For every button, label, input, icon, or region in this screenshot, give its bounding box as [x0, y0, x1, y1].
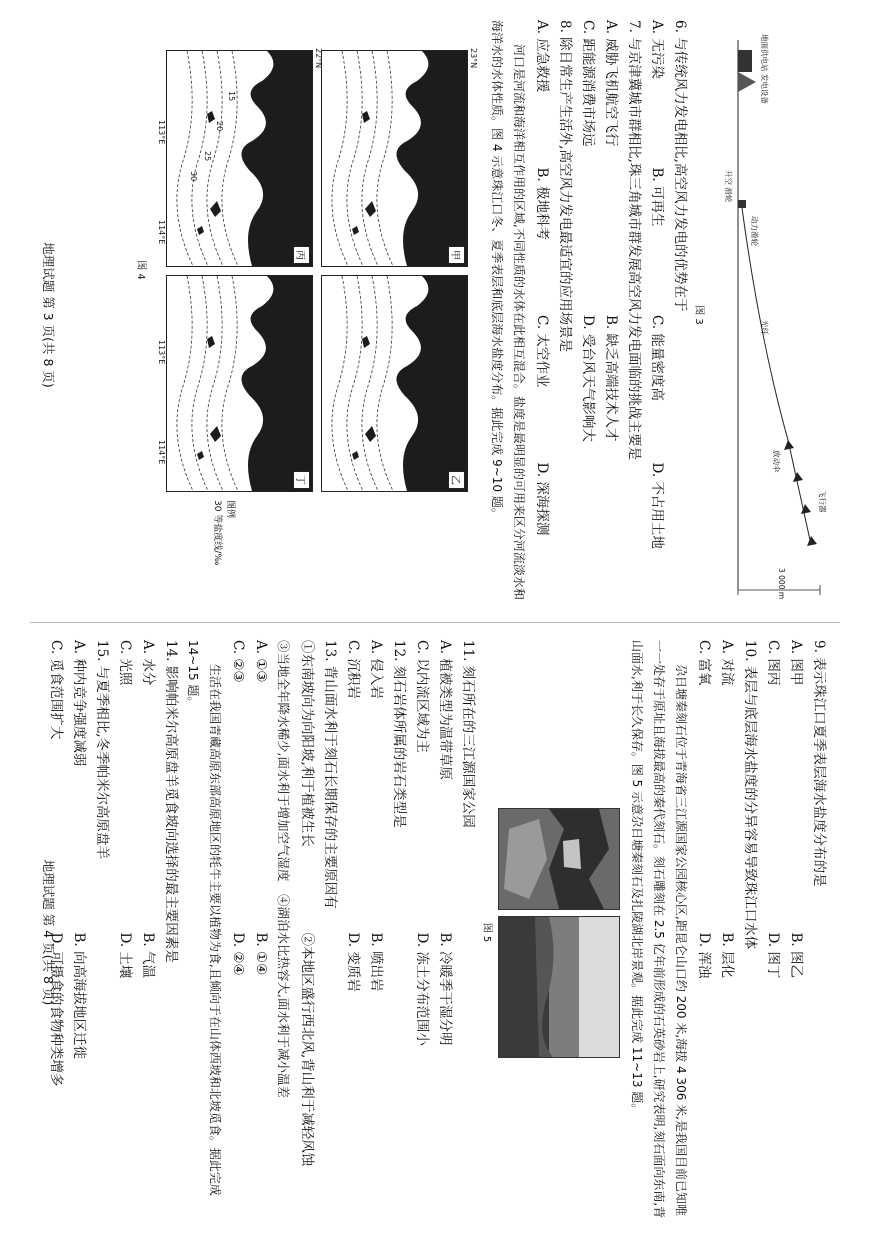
fig3-altitude: 3 000 m [777, 568, 786, 600]
q15-option-a[interactable]: A. 种内竞争强度减弱 [71, 640, 87, 767]
pulley-shape [738, 200, 746, 208]
q15-option-b[interactable]: B. 向高海拔地区迁徙 [71, 932, 87, 1060]
high-altitude-wind-diagram [720, 20, 830, 610]
q11-options [433, 640, 456, 1225]
figure-4 [135, 20, 478, 610]
q12-option-a[interactable]: A. 侵入岩 [368, 640, 384, 699]
panel-label: 乙 [448, 471, 465, 489]
legend-item: 30 等盐度线/‰ [212, 500, 222, 566]
q7-option-c[interactable]: C. 距能源消费市场远 [580, 20, 596, 147]
figure-4-legend [212, 500, 238, 565]
q6-option-c[interactable]: C. 能量密度高 [649, 315, 665, 401]
q15-option-d[interactable]: D. 可摄食的食物种类增多 [48, 932, 64, 1087]
q9-stem: 9. 表示珠江口夏季表层海水盐度分布的是 [811, 640, 827, 887]
q6-option-b[interactable]: B. 可再生 [649, 167, 665, 227]
isohaline-line [222, 51, 238, 266]
questions-11-15 [44, 640, 479, 1225]
q8-option-c[interactable]: C. 太空作业 [534, 315, 550, 388]
q7-options [576, 20, 599, 610]
q13-option-d[interactable]: D. ②④ [230, 932, 246, 976]
q14-option-b[interactable]: B. 气温 [140, 932, 156, 979]
q9-option-a[interactable]: A. 图甲 [788, 640, 804, 686]
q12-option-d[interactable]: D. 变质岩 [345, 932, 361, 992]
land-area [241, 51, 312, 266]
q7-option-a[interactable]: A. 威胁飞机航空飞行 [603, 20, 619, 147]
land-area [396, 51, 467, 266]
q9-options [784, 640, 807, 1225]
islands [352, 111, 376, 235]
passage-11-13: 尕日塘秦刻石位于青海省三江源国家公园核心区,距昆仑山口约 200 米,海拔 4 306 米,是我国目前已知唯一一处存于原址且海拔最高的秦代刻石。刻石雕刻在 2.5 亿年前形成的石英砂岩上,研究表明,刻石面向东南,背山面水,利于长久保存。图 5 示意尕日塘秦刻石及扎陵湖北岸景观。据此完成 11~13 题。 [630, 640, 688, 1219]
q13-options [249, 640, 272, 1225]
isohaline-line [222, 276, 238, 491]
q8-option-a[interactable]: A. 应急救援 [534, 20, 550, 93]
q11-stem: 11. 刻石所在的三江源国家公园 [460, 640, 476, 828]
q7-options [599, 20, 622, 610]
panel-label: 丁 [293, 471, 310, 489]
fig3-label: 升空 滑轮 [724, 170, 733, 203]
coastline-map [322, 276, 467, 491]
questions-9-10 [626, 640, 830, 1225]
questions-6-8 [486, 20, 691, 610]
q6-options [645, 20, 668, 610]
isoline-label: 20 [215, 121, 224, 132]
stone-carving-photo [498, 808, 620, 910]
figure-4-caption: 图 4 [135, 260, 146, 280]
page-4 [40, 640, 830, 1225]
lon-tick: 113°E [157, 120, 166, 145]
legend-title: 图例 [225, 500, 235, 519]
q10-option-a[interactable]: A. 对流 [719, 640, 735, 686]
isoline-label: 15 [227, 91, 236, 102]
figure-3 [710, 20, 830, 610]
q13-statement: ④湖泊水比热容大,面水利于减小温差 [276, 894, 291, 1098]
tether-line [742, 208, 810, 540]
lon-tick: 113°E [157, 340, 166, 365]
q12-options [364, 640, 387, 1225]
q13-statement: ③当地全年降水稀少,面水利于增加空气湿度 [276, 640, 291, 882]
q10-options [715, 640, 738, 1225]
coastline-map [322, 51, 467, 266]
page-3-footer: 地理试题 第 3 页(共 8 页) [41, 242, 56, 388]
islands [352, 336, 376, 460]
q13-options [226, 640, 249, 1225]
salinity-map-panel [321, 50, 468, 267]
q8-stem: 8. 除日常生产生活外,高空风力发电最适宜的应用场景是 [557, 20, 573, 352]
q8-option-b[interactable]: B. 极地科考 [534, 167, 550, 241]
q6-stem: 6. 与传统风力发电相比,高空风力发电的优势在于 [672, 20, 688, 312]
isohaline-line [362, 51, 378, 266]
lon-tick: 114°E [157, 220, 166, 245]
lon-tick: 114°E [157, 440, 166, 465]
q11-option-c[interactable]: C. 以内流区域为主 [414, 640, 430, 753]
lat-tick: 22°N [314, 48, 323, 69]
isohaline-line [377, 276, 393, 491]
winch-shape [738, 72, 756, 92]
q6-option-a[interactable]: A. 无污染 [649, 20, 665, 79]
q9-option-b[interactable]: B. 图乙 [788, 932, 804, 979]
coastline-map [167, 276, 312, 491]
ground-station-shape [738, 50, 752, 72]
q9-options [761, 640, 784, 1225]
q15-stem: 15. 与夏季相比,冬季帕米尔高原盘羊 [94, 640, 110, 860]
q15-option-c[interactable]: C. 觅食范围扩大 [48, 640, 64, 740]
q13-option-c[interactable]: C. ②③ [230, 640, 246, 683]
fig3-label: 放动伞 [772, 450, 781, 473]
figure-5-caption: 图 5 [481, 922, 492, 943]
land-area [241, 276, 312, 491]
panel-label: 丙 [293, 246, 310, 264]
passage-9-10: 河口是河流和海洋相互作用的区域,不同性质的水体在此相互混合。盐度是最明显的可用来区分河流淡水和海洋水的水体性质。图 4 示意珠江口冬、夏季表层和底层海水盐度分布。据此完成 9~10 题。 [490, 20, 526, 600]
fig3-label: 动力滑轮 [750, 216, 759, 246]
q11-options [410, 640, 433, 1225]
isohaline-line [177, 51, 193, 266]
fig3-label: 光纤 [760, 320, 769, 335]
q12-stem: 12. 刻石岩体所属的岩石类型是 [391, 640, 407, 828]
q14-option-a[interactable]: A. 水分 [140, 640, 156, 686]
q14-options [113, 640, 136, 1225]
q13-option-b[interactable]: B. ①④ [253, 932, 269, 976]
land-area [396, 276, 467, 491]
salinity-map-panel [166, 275, 313, 492]
q13-option-a[interactable]: A. ①③ [253, 640, 269, 683]
q7-option-d[interactable]: D. 受台风天气影响大 [580, 315, 596, 442]
fig3-label: 飞行器 [818, 490, 827, 513]
q11-option-b[interactable]: B. 冷暖季干湿分明 [437, 932, 453, 1046]
lat-tick: 23°N [469, 48, 478, 69]
q12-option-b[interactable]: B. 喷出岩 [368, 932, 384, 992]
coastline-map [167, 51, 312, 266]
figure-5 [498, 640, 620, 1225]
page-fold [30, 622, 840, 623]
q8-option-d[interactable]: D. 深海探测 [534, 462, 550, 536]
q11-option-d[interactable]: D. 冻土分布范围小 [414, 932, 430, 1046]
q6-option-d[interactable]: D. 不占用土地 [649, 462, 665, 549]
islands [197, 336, 221, 460]
q13-statements-line2 [272, 640, 295, 1225]
q10-stem: 10. 表层与底层海水盐度的分异容易导致珠江口水体 [742, 640, 758, 950]
q12-options [341, 640, 364, 1225]
q11-option-a[interactable]: A. 植被类型为温带草原 [437, 640, 453, 780]
isohaline-line [362, 276, 378, 491]
fig3-label: 地面供电站 发电设备 [760, 34, 769, 104]
page-4-footer: 地理试题 第 4 页(共 8 页) [41, 859, 56, 1006]
passage-14-15: 生活在我国青藏高原东部高原地区的牦牛主要以植物为食,且倾向于在山体西坡和北坡觅食。据此完成 14~15 题。 [186, 640, 222, 1196]
lake-shore-photo [498, 916, 620, 1058]
isohaline-line [207, 276, 223, 491]
q14-options [136, 640, 159, 1225]
salinity-map-panel [166, 50, 313, 267]
isohaline-line [177, 276, 193, 491]
q13-statements [295, 640, 318, 1225]
q13-statement: ①东南坡向为向阳坡,利于植被生长 [299, 640, 315, 847]
q10-option-c[interactable]: C. 富氧 [696, 640, 712, 686]
q9-option-d[interactable]: D. 图丁 [765, 932, 781, 979]
q10-option-d[interactable]: D. 浑浊 [696, 932, 712, 979]
isohaline-line [332, 276, 348, 491]
q7-option-b[interactable]: B. 缺乏高端技术人才 [603, 315, 619, 442]
q10-options [692, 640, 715, 1225]
salinity-map-panel [321, 275, 468, 492]
isoline-label: 25 [203, 151, 212, 162]
isohaline-line [377, 51, 393, 266]
q13-stem: 13. 背山面水利于刻石长期保存的主要原因有 [322, 640, 338, 909]
page-3 [40, 20, 830, 610]
q7-stem: 7. 与京津冀城市群相比,珠三角城市群发展高空风力发电面临的挑战主要是 [626, 20, 642, 460]
q12-option-c[interactable]: C. 沉积岩 [345, 640, 361, 699]
q10-option-b[interactable]: B. 层化 [719, 932, 735, 979]
q14-option-d[interactable]: D. 土壤 [117, 932, 133, 979]
figure-3-caption: 图 3 [693, 305, 704, 325]
isoline-label: 30 [189, 171, 198, 182]
q8-options [530, 20, 553, 610]
isohaline-line [332, 51, 348, 266]
q9-option-c[interactable]: C. 图丙 [765, 640, 781, 686]
q14-stem: 14. 影响帕米尔高原盘羊觅食坡向选择的最主要因素是 [163, 640, 179, 963]
panel-label: 甲 [448, 246, 465, 264]
q15-options [67, 640, 90, 1225]
q13-statement: ②本地区盛行西北风,背山利于减轻风蚀 [299, 932, 315, 1167]
q14-option-c[interactable]: C. 光照 [117, 640, 133, 686]
